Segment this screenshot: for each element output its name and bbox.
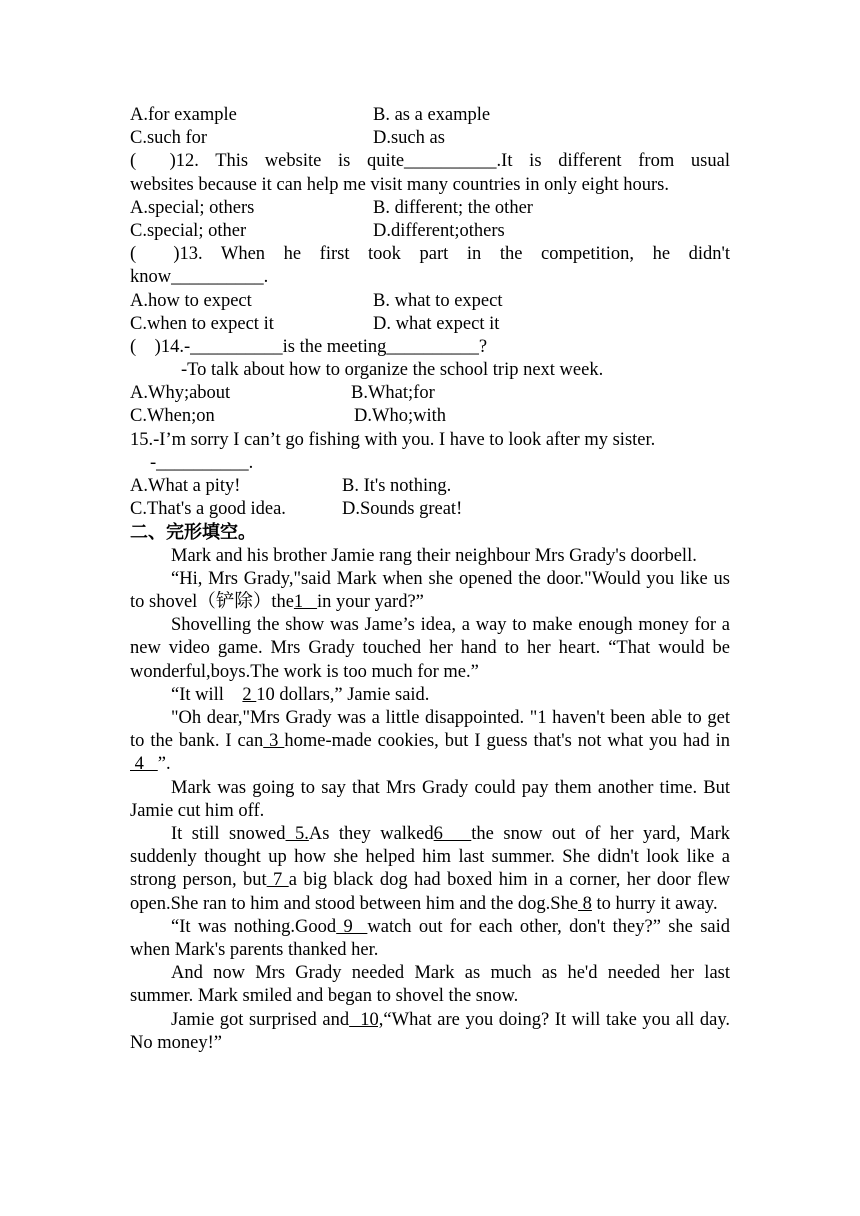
q13-option-a: A.how to expect xyxy=(130,290,252,311)
q15-option-c: C.That's a good idea. xyxy=(130,499,286,520)
q15-stem-line1: 15.-I’m sorry I can’t go fishing with you. I have to look after my sister. xyxy=(130,429,656,450)
q13-option-b: B. what to expect xyxy=(373,290,503,311)
q12-option-b: B. different; the other xyxy=(373,197,533,218)
blank-7: 7 xyxy=(266,870,289,891)
q11-option-d: D.such as xyxy=(373,128,445,149)
blank-3: 3 xyxy=(263,731,285,752)
q11-option-a: A.for example xyxy=(130,105,237,125)
cloze-passage xyxy=(130,545,730,1055)
q14-stem-line1: ( )14.-__________is the meeting__________? xyxy=(130,336,488,357)
blank-2: 2 xyxy=(242,684,257,705)
q12-options-row2 xyxy=(130,220,730,243)
q13-options-row2 xyxy=(130,313,730,336)
worksheet-page xyxy=(130,104,730,1055)
q11-option-c: C.such for xyxy=(130,128,208,149)
p2-text-a: “Hi, Mrs Grady,"said Mark when she opened the door."Would you like us to shovel（铲除）the xyxy=(130,568,730,612)
q14-option-c: C.When;on xyxy=(130,406,215,427)
q12-option-d: D.different;others xyxy=(373,220,505,241)
q14-options-row1 xyxy=(130,382,730,405)
blank-9: 9 xyxy=(336,916,368,937)
p7-text-a: It still snowed xyxy=(171,824,286,844)
p2-text-c: in your yard?” xyxy=(317,591,424,612)
section-heading-cloze: 二、完形填空。 xyxy=(130,522,256,544)
q13-stem-line2: know__________. xyxy=(130,267,269,288)
q12-option-a: A.special; others xyxy=(130,197,255,218)
passage-paragraph-1: Mark and his brother Jamie rang their neighbour Mrs Grady's doorbell. xyxy=(171,545,697,566)
blank-8: 8 xyxy=(578,893,592,914)
q11-options-row1 xyxy=(130,104,730,127)
p10-text-c: “What are you doing? It will take you all day. No money!” xyxy=(130,1009,730,1053)
p7-text-d: the snow out of her yard, Mark suddenly thought up how she helped him last summer. She didn't look like a strong person, but xyxy=(130,824,730,891)
q15-options-row1 xyxy=(130,475,730,498)
passage-paragraph-10 xyxy=(130,1009,730,1055)
q13-stem-line1: ( )13. When he first took part in the competition, he didn't xyxy=(130,244,730,265)
p8-text-c: watch out for each other, don't they?” she said when Mark's parents thanked her. xyxy=(130,916,730,961)
q15-option-a: A.What a pity! xyxy=(130,476,241,496)
q15-option-b: B. It's nothing. xyxy=(342,476,452,496)
p10-text-a: Jamie got surprised and xyxy=(171,1009,350,1030)
p8-text-a: “It was nothing.Good xyxy=(171,916,337,937)
passage-paragraph-3: Shovelling the show was Jame’s idea, a way to make enough money for a new video game. Mrs Grady touched her hand to her heart. “That would be wonderful,boys.The work is too much for me.” xyxy=(130,615,730,682)
p5-text-c: home-made cookies, but I guess that's not what you had in xyxy=(284,731,730,752)
passage-paragraph-5 xyxy=(130,707,730,777)
q14-options-row2 xyxy=(130,405,730,428)
blank-5: 5. xyxy=(285,824,309,844)
p7-text-c: As they walked xyxy=(308,824,434,844)
q14-option-a: A.Why;about xyxy=(130,383,231,404)
q13-option-c: C.when to expect it xyxy=(130,313,274,334)
blank-1: 1 xyxy=(293,591,318,612)
passage-paragraph-4 xyxy=(130,684,730,707)
q11-option-b: B. as a example xyxy=(373,105,491,125)
passage-paragraph-8 xyxy=(130,916,730,962)
blank-10: 10, xyxy=(349,1009,384,1030)
blank-4: 4 xyxy=(130,754,158,775)
p4-text-a: “It will xyxy=(171,684,243,705)
passage-paragraph-7 xyxy=(130,823,730,916)
q14-option-b: B.What;for xyxy=(351,383,435,404)
q15-stem-line2: -__________. xyxy=(150,452,254,473)
p7-text-f: to hurry it away. xyxy=(591,893,718,914)
q12-stem-line1: ( )12. This website is quite__________.It is different from usual xyxy=(130,151,730,172)
passage-paragraph-2 xyxy=(130,568,730,614)
q15-options-row2 xyxy=(130,498,730,521)
q15-option-d: D.Sounds great! xyxy=(342,499,463,520)
p5-text-a: "Oh dear,"Mrs Grady was a little disappointed. "1 haven't been able to get to the bank. I can xyxy=(130,707,730,752)
blank-6: 6 xyxy=(433,824,472,844)
passage-paragraph-9: And now Mrs Grady needed Mark as much as he'd needed her last summer. Mark smiled and began to shovel the snow. xyxy=(130,963,730,1007)
p5-text-d: ”. xyxy=(157,754,171,775)
p4-text-c: 10 dollars,” Jamie said. xyxy=(256,684,430,705)
q12-stem-line2: websites because it can help me visit many countries in only eight hours. xyxy=(130,174,669,195)
q14-stem-line2: -To talk about how to organize the school trip next week. xyxy=(181,360,604,381)
p7-text-e: a big black dog had boxed him in a corner, her door flew open.She ran to him and stood between him and the dog.She xyxy=(130,870,731,914)
q13-options-row1 xyxy=(130,290,730,313)
q12-option-c: C.special; other xyxy=(130,220,247,241)
q13-option-d: D. what expect it xyxy=(373,313,500,334)
q11-options-row2 xyxy=(130,127,730,150)
q14-option-d: D.Who;with xyxy=(354,406,446,427)
passage-paragraph-6: Mark was going to say that Mrs Grady could pay them another time. But Jamie cut him off. xyxy=(130,777,730,821)
q12-options-row1 xyxy=(130,197,730,220)
